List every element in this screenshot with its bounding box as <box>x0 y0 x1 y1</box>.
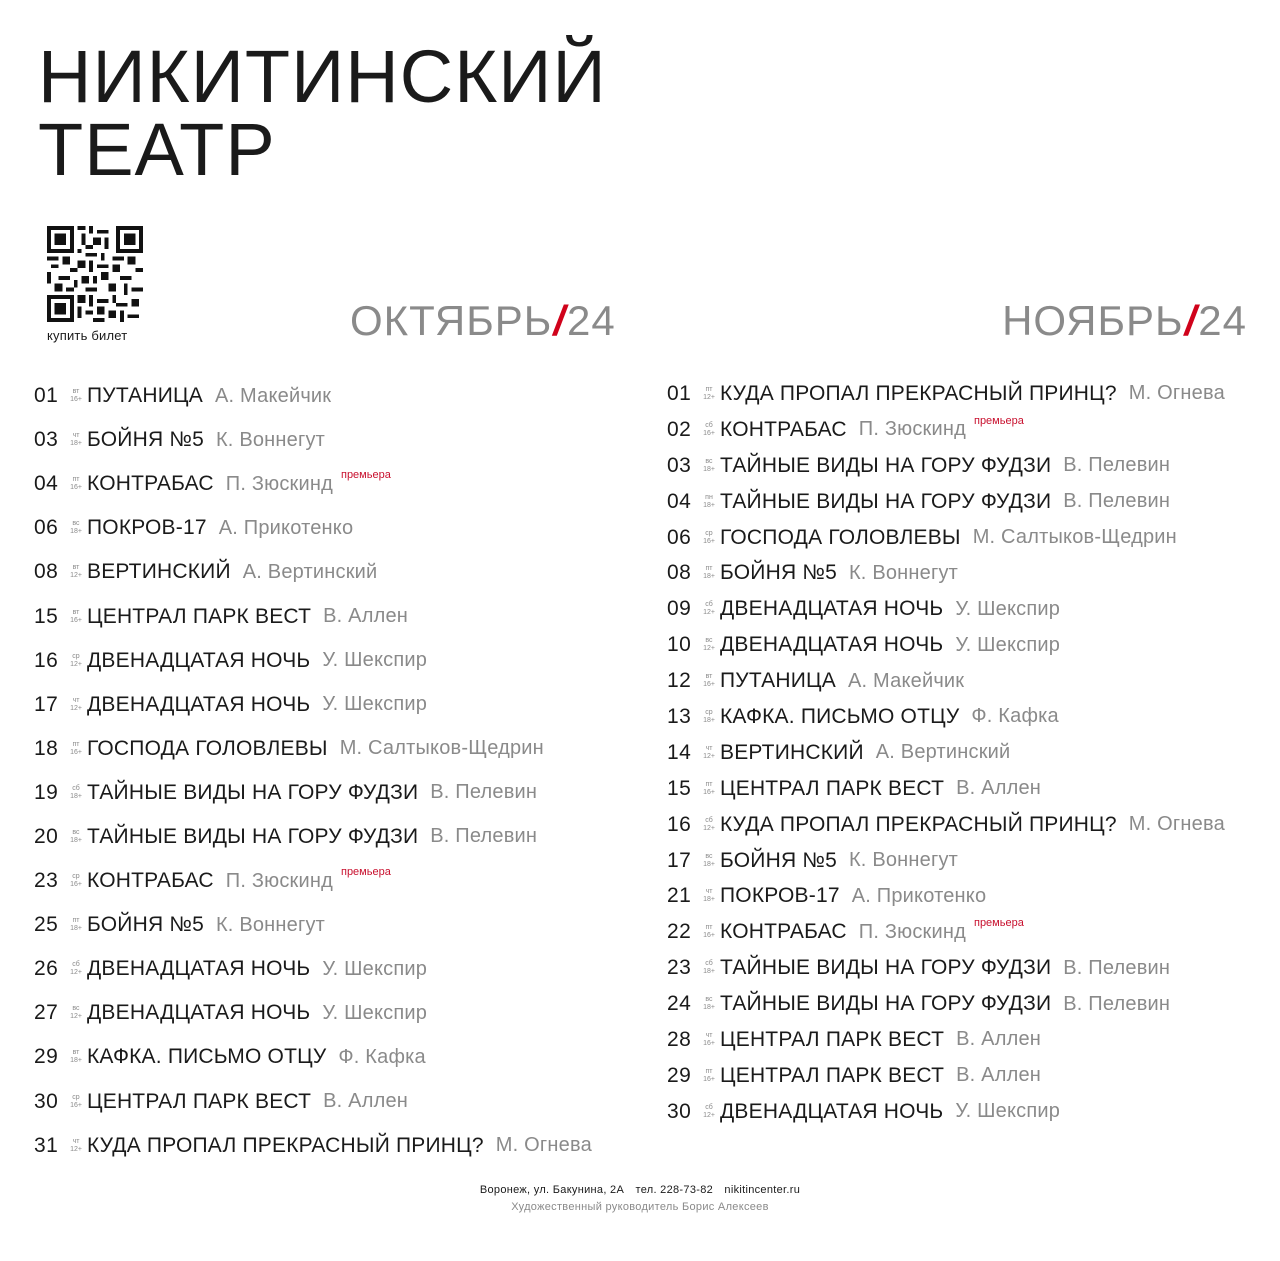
date-day: 25 <box>34 913 59 937</box>
weekday-age <box>698 530 720 546</box>
date-day: 03 <box>34 428 59 452</box>
date-day: 26 <box>34 957 59 981</box>
weekday-age <box>65 432 87 448</box>
show-author: В. Аллен <box>956 1028 1042 1051</box>
premiere-badge: премьера <box>973 917 1024 930</box>
weekday: вс <box>705 637 713 645</box>
age-rating: 12+ <box>70 969 82 977</box>
month-heading-october <box>350 297 616 344</box>
weekday: вт <box>72 608 80 616</box>
date-day: 09 <box>667 597 692 621</box>
weekday-age <box>698 1068 720 1084</box>
age-rating: 12+ <box>70 660 82 668</box>
show-title[interactable]: КОНТРАБАС <box>720 920 847 944</box>
weekday-age <box>698 817 720 833</box>
show-title[interactable]: БОЙНЯ №5 <box>720 848 837 872</box>
age-rating: 16+ <box>703 1039 715 1047</box>
show-author: В. Пелевин <box>1063 956 1171 979</box>
weekday-age <box>698 458 720 474</box>
qr-caption: купить билет <box>47 328 128 343</box>
show-author: А. Макейчик <box>847 669 965 692</box>
weekday: пт <box>72 917 80 925</box>
age-rating: 18+ <box>703 716 715 724</box>
date-day: 06 <box>667 525 692 549</box>
month-year: 24 <box>1198 297 1247 344</box>
show-author: У. Шекспир <box>955 1100 1061 1123</box>
schedule-row[interactable] <box>34 815 592 859</box>
show-title[interactable]: КАФКА. ПИСЬМО ОТЦУ <box>720 704 960 728</box>
date-day: 27 <box>34 1001 59 1025</box>
age-rating: 16+ <box>703 932 715 940</box>
age-rating: 12+ <box>70 1145 82 1153</box>
show-title[interactable]: ГОСПОДА ГОЛОВЛЕВЫ <box>720 525 961 549</box>
month-year: 24 <box>567 297 616 344</box>
weekday: пт <box>72 740 80 748</box>
age-rating: 18+ <box>70 925 82 933</box>
age-rating: 18+ <box>703 968 715 976</box>
weekday: чт <box>705 1031 713 1039</box>
schedule-row[interactable] <box>667 914 1225 950</box>
weekday: чт <box>72 696 80 704</box>
weekday-age <box>65 829 87 845</box>
show-author: В. Пелевин <box>430 781 538 804</box>
age-rating: 18+ <box>703 860 715 868</box>
weekday-age <box>698 853 720 869</box>
weekday: пт <box>705 1067 713 1075</box>
date-day: 16 <box>667 812 692 836</box>
show-title[interactable]: ТАЙНЫЕ ВИДЫ НА ГОРУ ФУДЗИ <box>87 824 419 848</box>
schedule-row[interactable] <box>667 699 1225 735</box>
weekday: пт <box>705 924 713 932</box>
age-rating: 18+ <box>70 836 82 844</box>
schedule-row[interactable] <box>667 1022 1225 1058</box>
schedule-row[interactable] <box>34 859 592 903</box>
premiere-badge: премьера <box>340 866 391 879</box>
weekday: ср <box>72 652 80 660</box>
date-day: 02 <box>667 417 692 441</box>
date-day: 12 <box>667 669 692 693</box>
schedule-row[interactable] <box>667 878 1225 914</box>
age-rating: 12+ <box>703 824 715 832</box>
show-title[interactable]: ДВЕНАДЦАТАЯ НОЧЬ <box>720 633 944 657</box>
show-author: В. Аллен <box>323 605 409 628</box>
weekday: чт <box>72 1137 80 1145</box>
weekday: вс <box>72 828 80 836</box>
premiere-badge: премьера <box>340 469 391 482</box>
weekday: пт <box>705 385 713 393</box>
age-rating: 16+ <box>70 396 82 404</box>
show-author: М. Огнева <box>1128 382 1225 405</box>
age-rating: 16+ <box>703 429 715 437</box>
schedule-row[interactable] <box>34 594 592 638</box>
weekday-age <box>698 637 720 653</box>
footer-phone[interactable]: тел. 228-73-82 <box>635 1184 714 1196</box>
weekday-age <box>698 924 720 940</box>
date-day: 01 <box>667 381 692 405</box>
schedule-row[interactable] <box>667 1094 1225 1130</box>
title-line-2: ТЕАТР <box>38 108 276 191</box>
schedule-row[interactable] <box>667 663 1225 699</box>
weekday: чт <box>705 744 713 752</box>
weekday-age <box>698 386 720 402</box>
schedule-row[interactable] <box>667 771 1225 807</box>
schedule-row[interactable] <box>667 448 1225 484</box>
weekday: пт <box>705 565 713 573</box>
date-day: 08 <box>667 561 692 585</box>
age-rating: 12+ <box>703 645 715 653</box>
show-author: А. Макейчик <box>214 384 332 407</box>
age-rating: 12+ <box>70 572 82 580</box>
age-rating: 18+ <box>703 896 715 904</box>
show-title[interactable]: ДВЕНАДЦАТАЯ НОЧЬ <box>720 1099 944 1123</box>
date-day: 18 <box>34 736 59 760</box>
weekday-age <box>65 1049 87 1065</box>
date-day: 23 <box>667 956 692 980</box>
weekday: ср <box>705 529 713 537</box>
date-day: 17 <box>34 692 59 716</box>
show-author: М. Огнева <box>1128 813 1225 836</box>
date-day: 15 <box>667 776 692 800</box>
age-rating: 16+ <box>703 537 715 545</box>
show-author: У. Шекспир <box>955 597 1061 620</box>
weekday: ср <box>72 1093 80 1101</box>
weekday: вс <box>72 1005 80 1013</box>
date-day: 20 <box>34 824 59 848</box>
weekday: сб <box>705 1103 713 1111</box>
theatre-title <box>38 35 607 191</box>
show-author: К. Воннегут <box>848 561 959 584</box>
age-rating: 12+ <box>70 704 82 712</box>
schedule-row[interactable] <box>34 727 592 771</box>
date-day: 04 <box>34 472 59 496</box>
footer-director: Художественный руководитель Борис Алексеев <box>511 1201 769 1213</box>
weekday: пн <box>705 493 713 501</box>
weekday-age <box>65 564 87 580</box>
weekday: ср <box>72 873 80 881</box>
show-title[interactable]: КОНТРАБАС <box>87 869 214 893</box>
date-day: 14 <box>667 740 692 764</box>
date-day: 04 <box>667 489 692 513</box>
schedule-row[interactable] <box>667 520 1225 556</box>
show-author: В. Аллен <box>956 777 1042 800</box>
date-day: 03 <box>667 453 692 477</box>
show-author: М. Салтыков-Щедрин <box>972 526 1177 548</box>
weekday: вт <box>72 388 80 396</box>
age-rating: 18+ <box>70 440 82 448</box>
show-author: А. Вертинский <box>875 741 1011 764</box>
schedule-row[interactable] <box>667 735 1225 771</box>
show-title[interactable]: ТАЙНЫЕ ВИДЫ НА ГОРУ ФУДЗИ <box>87 780 419 804</box>
date-day: 21 <box>667 884 692 908</box>
title-line-1: НИКИТИНСКИЙ <box>38 35 607 118</box>
schedule-row[interactable] <box>34 1080 592 1124</box>
schedule-row[interactable] <box>34 550 592 594</box>
schedule-row[interactable] <box>34 903 592 947</box>
weekday: ср <box>705 708 713 716</box>
date-day: 28 <box>667 1027 692 1051</box>
show-author: В. Пелевин <box>1063 454 1171 477</box>
show-title[interactable]: ТАЙНЫЕ ВИДЫ НА ГОРУ ФУДЗИ <box>720 992 1052 1016</box>
weekday-age <box>698 960 720 976</box>
premiere-badge: премьера <box>973 414 1024 427</box>
schedule-row[interactable] <box>34 418 592 462</box>
age-rating: 12+ <box>703 609 715 617</box>
age-rating: 16+ <box>70 484 82 492</box>
weekday: вс <box>705 852 713 860</box>
slash-icon: / <box>553 297 567 344</box>
age-rating: 18+ <box>70 1057 82 1065</box>
weekday-age <box>65 741 87 757</box>
date-day: 31 <box>34 1133 59 1157</box>
schedule-row[interactable] <box>34 374 592 418</box>
weekday-age <box>65 609 87 625</box>
show-author: К. Воннегут <box>215 428 326 451</box>
show-title[interactable]: ВЕРТИНСКИЙ <box>87 560 231 584</box>
show-title[interactable]: ГОСПОДА ГОЛОВЛЕВЫ <box>87 736 328 760</box>
show-title[interactable]: ТАЙНЫЕ ВИДЫ НА ГОРУ ФУДЗИ <box>720 453 1052 477</box>
show-author: А. Прикотенко <box>218 516 354 539</box>
show-title[interactable]: ЦЕНТРАЛ ПАРК ВЕСТ <box>87 1089 312 1113</box>
age-rating: 16+ <box>70 616 82 624</box>
show-title[interactable]: ПОКРОВ-17 <box>720 884 840 908</box>
weekday-age <box>65 476 87 492</box>
show-author: М. Салтыков-Щедрин <box>339 737 544 760</box>
schedule-row[interactable] <box>34 639 592 683</box>
show-author: У. Шекспир <box>955 633 1061 656</box>
show-title[interactable]: КАФКА. ПИСЬМО ОТЦУ <box>87 1045 327 1069</box>
schedule-row[interactable] <box>667 807 1225 843</box>
show-author: У. Шекспир <box>322 957 428 980</box>
show-author: У. Шекспир <box>322 693 428 716</box>
weekday: сб <box>705 421 713 429</box>
weekday-age <box>65 961 87 977</box>
show-title[interactable]: ДВЕНАДЦАТАЯ НОЧЬ <box>87 692 311 716</box>
date-day: 06 <box>34 516 59 540</box>
weekday: сб <box>705 960 713 968</box>
slash-icon: / <box>1184 297 1198 344</box>
schedule-row[interactable] <box>667 986 1225 1022</box>
footer-contacts <box>0 1184 1280 1196</box>
show-title[interactable]: КОНТРАБАС <box>87 472 214 496</box>
weekday: пт <box>705 780 713 788</box>
schedule-row[interactable] <box>667 627 1225 663</box>
age-rating: 12+ <box>703 752 715 760</box>
weekday-age <box>698 1032 720 1048</box>
show-title[interactable]: ДВЕНАДЦАТАЯ НОЧЬ <box>87 648 311 672</box>
date-day: 22 <box>667 920 692 944</box>
date-day: 23 <box>34 869 59 893</box>
weekday: вс <box>705 996 713 1004</box>
show-author: П. Зюскинд <box>225 472 333 495</box>
age-rating: 16+ <box>70 748 82 756</box>
weekday: вс <box>72 520 80 528</box>
show-title[interactable]: ПУТАНИЦА <box>720 669 836 693</box>
show-title[interactable]: ДВЕНАДЦАТАЯ НОЧЬ <box>720 597 944 621</box>
weekday-age <box>65 653 87 669</box>
show-title[interactable]: ЦЕНТРАЛ ПАРК ВЕСТ <box>87 604 312 628</box>
date-day: 30 <box>34 1089 59 1113</box>
weekday-age <box>698 781 720 797</box>
show-author: Ф. Кафка <box>338 1045 426 1068</box>
weekday-age <box>65 873 87 889</box>
date-day: 19 <box>34 780 59 804</box>
weekday-age <box>698 673 720 689</box>
show-author: А. Прикотенко <box>851 884 987 907</box>
show-author: У. Шекспир <box>322 1001 428 1024</box>
show-title[interactable]: КУДА ПРОПАЛ ПРЕКРАСНЫЙ ПРИНЦ? <box>87 1133 484 1157</box>
age-rating: 12+ <box>703 1111 715 1119</box>
november-schedule <box>667 376 1225 1130</box>
show-author: П. Зюскинд <box>225 869 333 892</box>
show-title[interactable]: ТАЙНЫЕ ВИДЫ НА ГОРУ ФУДЗИ <box>720 489 1052 513</box>
show-author: В. Пелевин <box>430 825 538 848</box>
schedule-row[interactable] <box>34 947 592 991</box>
schedule-row[interactable] <box>667 591 1225 627</box>
weekday-age <box>698 601 720 617</box>
show-author: П. Зюскинд <box>858 920 966 943</box>
schedule-row[interactable] <box>667 950 1225 986</box>
schedule-row[interactable] <box>667 376 1225 412</box>
qr-code-icon[interactable] <box>47 226 143 322</box>
date-day: 16 <box>34 648 59 672</box>
weekday-age <box>65 697 87 713</box>
show-title[interactable]: КУДА ПРОПАЛ ПРЕКРАСНЫЙ ПРИНЦ? <box>720 381 1117 405</box>
date-day: 30 <box>667 1099 692 1123</box>
schedule-row[interactable] <box>667 484 1225 520</box>
show-author: У. Шекспир <box>322 649 428 672</box>
weekday: сб <box>705 816 713 824</box>
age-rating: 18+ <box>70 528 82 536</box>
age-rating: 16+ <box>703 1075 715 1083</box>
show-title[interactable]: ЦЕНТРАЛ ПАРК ВЕСТ <box>720 1027 945 1051</box>
schedule-row[interactable] <box>667 412 1225 448</box>
date-day: 29 <box>34 1045 59 1069</box>
show-author: А. Вертинский <box>242 560 378 583</box>
weekday: сб <box>705 601 713 609</box>
schedule-row[interactable] <box>34 1124 592 1168</box>
weekday-age <box>65 520 87 536</box>
weekday-age <box>698 565 720 581</box>
age-rating: 18+ <box>703 501 715 509</box>
month-name: ОКТЯБРЬ <box>350 297 553 344</box>
show-author: П. Зюскинд <box>858 418 966 441</box>
schedule-row[interactable] <box>667 555 1225 591</box>
show-author: К. Воннегут <box>848 849 959 872</box>
schedule-row[interactable] <box>34 506 592 550</box>
show-title[interactable]: КУДА ПРОПАЛ ПРЕКРАСНЫЙ ПРИНЦ? <box>720 812 1117 836</box>
age-rating: 18+ <box>703 573 715 581</box>
month-heading-november <box>1002 297 1247 344</box>
date-day: 13 <box>667 704 692 728</box>
weekday-age <box>698 422 720 438</box>
age-rating: 16+ <box>703 788 715 796</box>
age-rating: 16+ <box>70 1101 82 1109</box>
show-title[interactable]: БОЙНЯ №5 <box>87 913 204 937</box>
weekday-age <box>65 1094 87 1110</box>
weekday-age <box>65 917 87 933</box>
footer-site-link[interactable]: nikitincenter.ru <box>724 1184 801 1196</box>
date-day: 24 <box>667 992 692 1016</box>
show-author: К. Воннегут <box>215 913 326 936</box>
show-title[interactable]: ЦЕНТРАЛ ПАРК ВЕСТ <box>720 776 945 800</box>
date-day: 17 <box>667 848 692 872</box>
schedule-row[interactable] <box>34 1035 592 1079</box>
weekday-age <box>698 494 720 510</box>
date-day: 08 <box>34 560 59 584</box>
age-rating: 12+ <box>70 1013 82 1021</box>
age-rating: 18+ <box>703 465 715 473</box>
show-title[interactable]: БОЙНЯ №5 <box>720 561 837 585</box>
weekday-age <box>698 745 720 761</box>
weekday-age <box>698 996 720 1012</box>
age-rating: 12+ <box>703 393 715 401</box>
date-day: 15 <box>34 604 59 628</box>
date-day: 10 <box>667 633 692 657</box>
show-title[interactable]: ПОКРОВ-17 <box>87 516 207 540</box>
show-title[interactable]: ПУТАНИЦА <box>87 384 203 408</box>
weekday-age <box>698 888 720 904</box>
weekday-age <box>65 1138 87 1154</box>
weekday: чт <box>705 888 713 896</box>
weekday-age <box>698 709 720 725</box>
show-title[interactable]: ТАЙНЫЕ ВИДЫ НА ГОРУ ФУДЗИ <box>720 956 1052 980</box>
weekday: вт <box>72 1049 80 1057</box>
weekday: чт <box>72 432 80 440</box>
age-rating: 18+ <box>703 1004 715 1012</box>
show-author: М. Огнева <box>495 1134 592 1157</box>
date-day: 29 <box>667 1063 692 1087</box>
age-rating: 16+ <box>70 881 82 889</box>
show-title[interactable]: ДВЕНАДЦАТАЯ НОЧЬ <box>87 1001 311 1025</box>
schedule-row[interactable] <box>34 683 592 727</box>
show-author: В. Аллен <box>323 1090 409 1113</box>
show-title[interactable]: ЦЕНТРАЛ ПАРК ВЕСТ <box>720 1063 945 1087</box>
weekday-age <box>65 388 87 404</box>
schedule-row[interactable] <box>667 843 1225 879</box>
show-title[interactable]: ВЕРТИНСКИЙ <box>720 740 864 764</box>
weekday: сб <box>72 784 80 792</box>
schedule-row[interactable] <box>34 771 592 815</box>
weekday: вт <box>705 673 713 681</box>
show-title[interactable]: ДВЕНАДЦАТАЯ НОЧЬ <box>87 957 311 981</box>
age-rating: 16+ <box>703 681 715 689</box>
schedule-row[interactable] <box>34 991 592 1035</box>
schedule-row[interactable] <box>34 462 592 506</box>
footer-address: Воронеж, ул. Бакунина, 2А <box>479 1184 625 1196</box>
show-title[interactable]: БОЙНЯ №5 <box>87 428 204 452</box>
weekday: сб <box>72 961 80 969</box>
weekday: вт <box>72 564 80 572</box>
age-rating: 18+ <box>70 792 82 800</box>
weekday-age <box>65 785 87 801</box>
weekday: вс <box>705 457 713 465</box>
show-author: Ф. Кафка <box>971 705 1059 728</box>
date-day: 01 <box>34 384 59 408</box>
show-author: В. Аллен <box>956 1064 1042 1087</box>
show-author: В. Пелевин <box>1063 992 1171 1015</box>
schedule-row[interactable] <box>667 1058 1225 1094</box>
show-title[interactable]: КОНТРАБАС <box>720 417 847 441</box>
weekday-age <box>698 1104 720 1120</box>
weekday-age <box>65 1005 87 1021</box>
weekday: пт <box>72 476 80 484</box>
month-name: НОЯБРЬ <box>1002 297 1184 344</box>
october-schedule <box>34 374 592 1168</box>
show-author: В. Пелевин <box>1063 490 1171 513</box>
